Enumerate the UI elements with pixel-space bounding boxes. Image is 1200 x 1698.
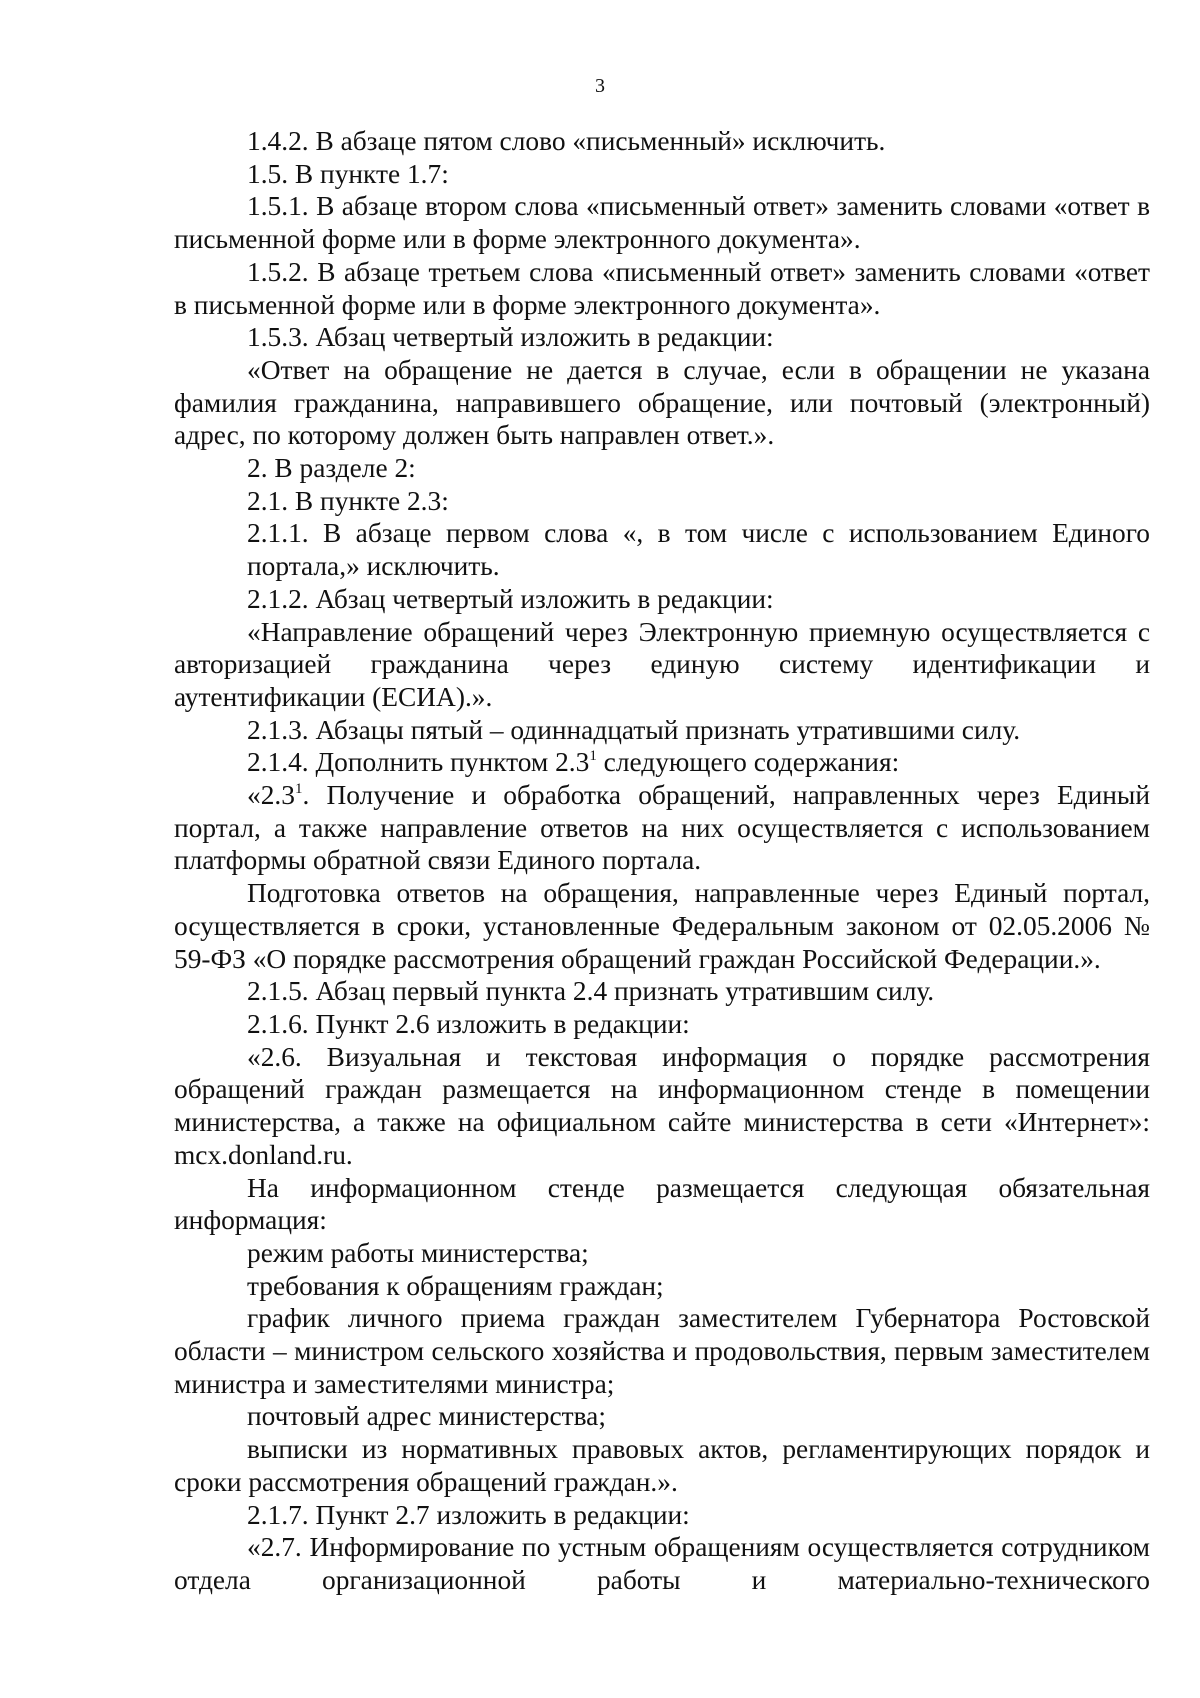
paragraph-requirements: требования к обращениям граждан;: [247, 1270, 664, 1301]
paragraph-answer-preparation: Подготовка ответов на обращения, направленные через Единый портал, осуществляется в сроки, установленные Федеральным законом от 02.05.2006 № 59-ФЗ «О порядке рассмотрения обращений граждан Российской Федерации.».: [174, 878, 1150, 974]
paragraph-1-5-3: 1.5.3. Абзац четвертый изложить в редакции:: [247, 322, 774, 353]
paragraph-2-1-4: [174, 746, 1150, 779]
paragraph-2-1-6: 2.1.6. Пункт 2.6 изложить в редакции:: [247, 1008, 690, 1039]
paragraph-2-3-1-text: . Получение и обработка обращений, направленных через Единый портал, а также направление ответов на них осуществляется с использованием платформы обратной связи Единого портала.: [174, 780, 1150, 876]
paragraph-2-3-1-number: «2.3: [247, 780, 295, 811]
paragraph-1-4-2: 1.4.2. В абзаце пятом слово «письменный» исключить.: [247, 126, 886, 156]
paragraph-1-5-1: 1.5.1. В абзаце втором слова «письменный ответ» заменить словами «ответ в письменной форме или в форме электронного документа».: [174, 191, 1150, 255]
paragraph-postal-address: почтовый адрес министерства;: [247, 1401, 606, 1432]
paragraph-1-5-2: 1.5.2. В абзаце третьем слова «письменный ответ» заменить словами «ответ в письменной форме или в форме электронного документа».: [174, 256, 1150, 320]
page-number: 3: [595, 75, 605, 97]
paragraph-info-stand: На информационном стенде размещается следующая обязательная информация:: [174, 1172, 1150, 1236]
paragraph-reception-schedule: график личного приема граждан заместителем Губернатора Ростовской области – министром сельского хозяйства и продовольствия, первым заместителем министра и заместителями министра;: [174, 1303, 1150, 1399]
paragraph-2-6-quote: «2.6. Визуальная и текстовая информация о порядке рассмотрения обращений граждан размещается на информационном стенде в помещении министерства, а также на официальном сайте министерства в сети «Интернет»: mcx.donland.ru.: [174, 1041, 1150, 1170]
superscript-mark: 1: [589, 748, 597, 765]
document-body: [174, 125, 1150, 1597]
paragraph-2-3-1-quote: [174, 779, 1150, 877]
paragraph-legal-extracts: выписки из нормативных правовых актов, регламентирующих порядок и сроки рассмотрения обращений граждан.».: [174, 1434, 1150, 1497]
paragraph-2-1-1-line-1: 2.1.1. В абзаце первом слова «, в том числе с использованием Единого: [247, 518, 1150, 549]
paragraph-1-5: 1.5. В пункте 1.7:: [247, 158, 449, 189]
paragraph-quote-esia: «Направление обращений через Электронную приемную осуществляется с авторизацией гражданина через единую систему идентификации и аутентификации (ЕСИА).».: [174, 616, 1150, 712]
paragraph-2-1-3: 2.1.3. Абзацы пятый – одиннадцатый признать утратившими силу.: [247, 714, 1021, 745]
paragraph-2-1-4-text: 2.1.4. Дополнить пунктом 2.3: [247, 747, 590, 778]
paragraph-section-2: 2. В разделе 2:: [247, 453, 416, 484]
superscript-mark: 1: [294, 781, 303, 798]
paragraph-2-1-1-line-2: портала,» исключить.: [247, 551, 500, 582]
paragraph-2-7-quote: «2.7. Информирование по устным обращениям осуществляется сотрудником отдела организационной работы и материально-технического: [174, 1532, 1150, 1595]
paragraph-quote-answer: «Ответ на обращение не дается в случае, если в обращении не указана фамилия гражданина, направившего обращение, или почтовый (электронный) адрес, по которому должен быть направлен ответ.».: [174, 354, 1150, 451]
paragraph-2-1-2: 2.1.2. Абзац четвертый изложить в редакции:: [247, 583, 774, 614]
paragraph-2-1: 2.1. В пункте 2.3:: [247, 485, 449, 516]
paragraph-2-1-7: 2.1.7. Пункт 2.7 изложить в редакции:: [247, 1499, 690, 1530]
paragraph-2-1-4-text-end: следующего содержания:: [596, 747, 900, 778]
paragraph-2-1-5: 2.1.5. Абзац первый пункта 2.4 признать утратившим силу.: [247, 976, 935, 1007]
paragraph-work-schedule: режим работы министерства;: [247, 1237, 589, 1268]
